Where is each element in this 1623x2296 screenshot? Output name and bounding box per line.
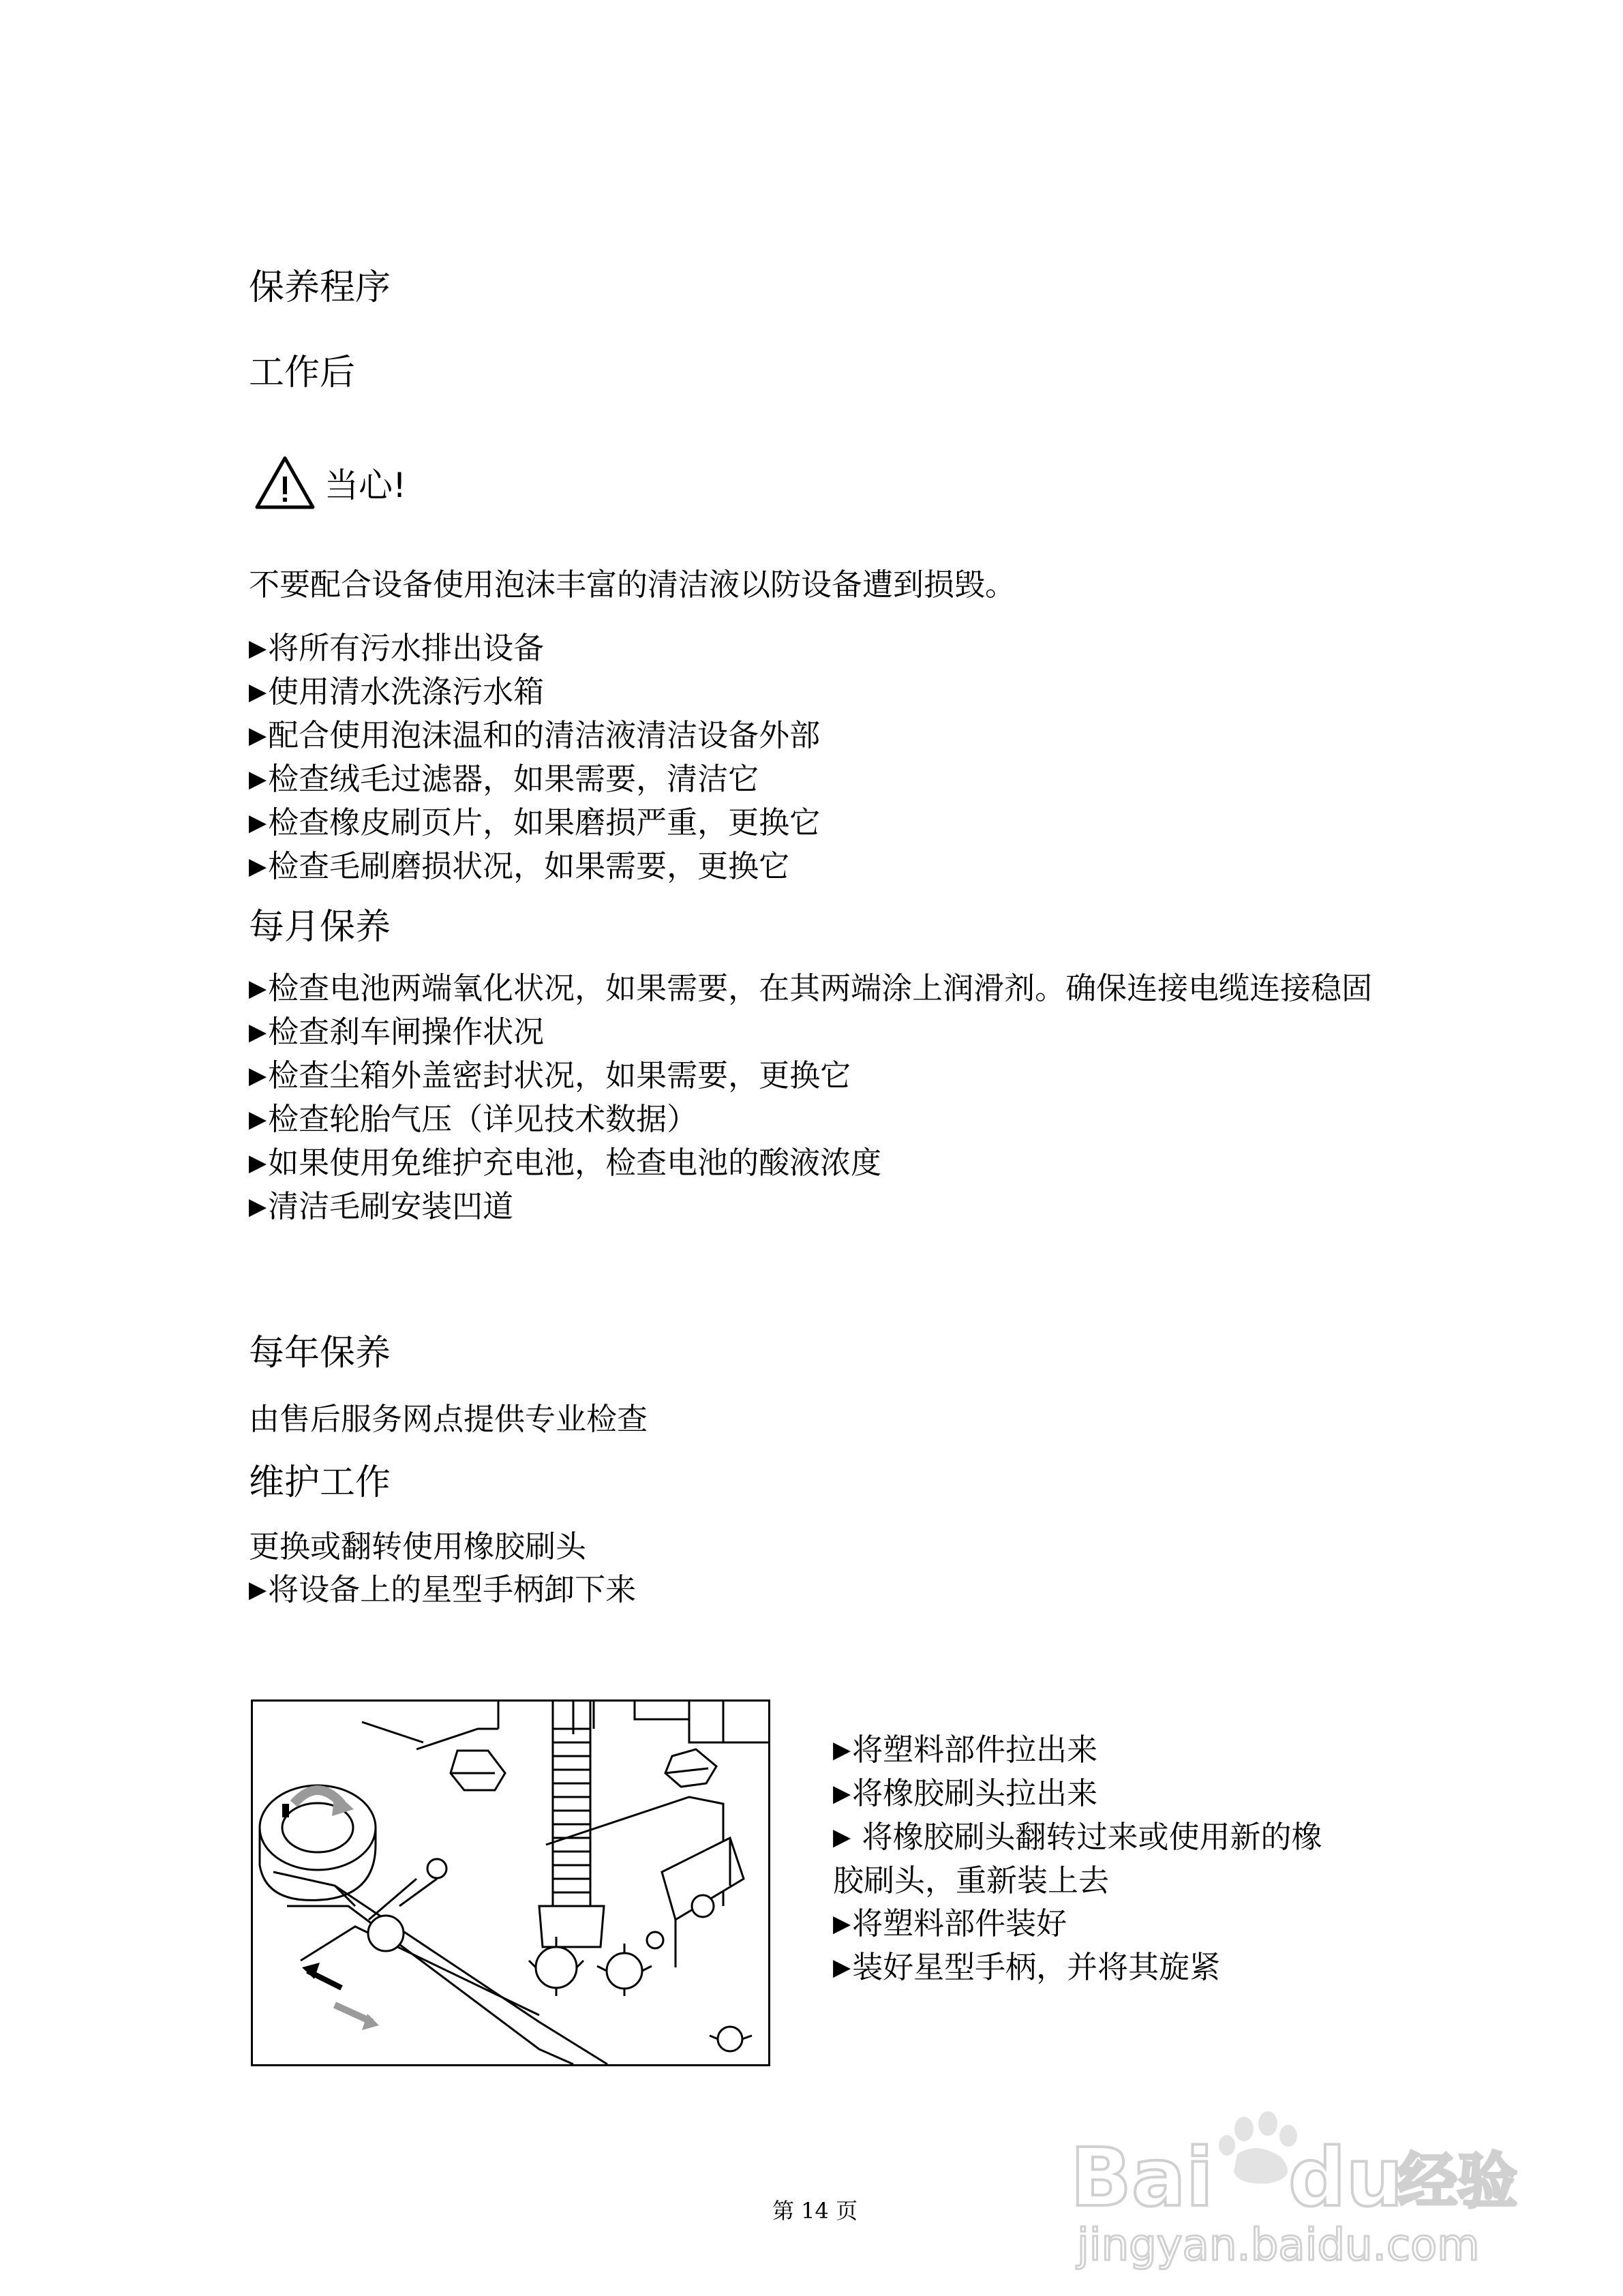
list-item: ▶将塑料部件拉出来 bbox=[833, 1732, 1098, 1768]
after-work-checklist bbox=[249, 626, 820, 888]
bullet-triangle-icon: ▶ bbox=[833, 1910, 851, 1937]
bullet-triangle-icon: ▶ bbox=[249, 766, 267, 793]
list-item: ▶将橡胶刷头拉出来 bbox=[833, 1775, 1098, 1811]
bullet-triangle-icon: ▶ bbox=[249, 635, 267, 662]
watermark-url: jingyan.baidu.com bbox=[1077, 2220, 1480, 2271]
squeegee-illustration-svg bbox=[253, 1702, 768, 2064]
list-item: ▶检查毛刷磨损状况，如果需要，更换它 bbox=[249, 848, 790, 884]
bullet-triangle-icon: ▶ bbox=[249, 809, 267, 836]
watermark-brand: Bai bbox=[1070, 2130, 1214, 2224]
section-heading-maintenance: 维护工作 bbox=[249, 1462, 391, 1503]
monthly-checklist bbox=[249, 967, 1408, 1228]
bullet-triangle-icon: ▶ bbox=[249, 722, 267, 749]
bullet-triangle-icon: ▶ bbox=[249, 678, 267, 706]
bullet-triangle-icon: ▶ bbox=[249, 1576, 267, 1603]
list-item: ▶清洁毛刷安装凹道 bbox=[249, 1188, 514, 1224]
bullet-triangle-icon: ▶ bbox=[249, 1149, 267, 1177]
bullet-triangle-icon: ▶ bbox=[833, 1736, 851, 1764]
list-item: ▶如果使用免维护充电池，检查电池的酸液浓度 bbox=[249, 1145, 882, 1181]
maintenance-first-item: ▶将设备上的星型手柄卸下来 bbox=[249, 1571, 637, 1607]
yearly-text: 由售后服务网点提供专业检查 bbox=[249, 1401, 648, 1437]
page-title: 保养程序 bbox=[249, 267, 391, 308]
baidu-paw-logo-icon bbox=[1063, 2103, 1534, 2274]
section-heading-after-work: 工作后 bbox=[249, 352, 356, 393]
caution-notice bbox=[254, 455, 406, 510]
page-number: 第 14 页 bbox=[772, 2198, 858, 2224]
list-item: ▶使用清水洗涤污水箱 bbox=[249, 674, 545, 710]
bullet-triangle-icon: ▶ bbox=[833, 1780, 851, 1807]
bullet-triangle-icon: ▶ bbox=[833, 1954, 851, 1981]
list-item: ▶装好星型手柄，并将其旋紧 bbox=[833, 1949, 1221, 1985]
section-heading-monthly: 每月保养 bbox=[249, 907, 391, 948]
list-item: ▶检查尘箱外盖密封状况，如果需要，更换它 bbox=[249, 1057, 851, 1093]
list-item: ▶配合使用泡沫温和的清洁液清洁设备外部 bbox=[249, 717, 821, 753]
list-item: ▶检查电池两端氧化状况，如果需要，在其两端涂上润滑剂。确保连接电缆连接稳固 bbox=[249, 970, 1373, 1006]
bullet-triangle-icon: ▶ bbox=[249, 975, 267, 1002]
list-item: ▶检查橡皮刷页片，如果磨损严重，更换它 bbox=[249, 804, 821, 841]
foam-warning-text: 不要配合设备使用泡沫丰富的清洁液以防设备遭到损毁。 bbox=[249, 567, 1016, 603]
maintenance-subheading: 更换或翻转使用橡胶刷头 bbox=[249, 1528, 587, 1565]
svg-text:du: du bbox=[1288, 2130, 1404, 2224]
list-item: ▶将塑料部件装好 bbox=[833, 1905, 1067, 1942]
bullet-triangle-icon: ▶ bbox=[833, 1824, 851, 1851]
section-heading-yearly: 每年保养 bbox=[249, 1333, 391, 1374]
caution-label: 当心! bbox=[324, 466, 407, 505]
squeegee-steps-list bbox=[833, 1728, 1324, 1989]
squeegee-assembly-illustration bbox=[251, 1700, 770, 2066]
bullet-triangle-icon: ▶ bbox=[249, 1018, 267, 1046]
list-item: ▶检查轮胎气压（详见技术数据） bbox=[249, 1101, 698, 1137]
list-item: ▶检查绒毛过滤器，如果需要，清洁它 bbox=[249, 761, 759, 797]
list-item: ▶将所有污水排出设备 bbox=[249, 630, 545, 666]
list-item: ▶检查刹车闸操作状况 bbox=[249, 1014, 545, 1050]
svg-text:经验: 经验 bbox=[1397, 2146, 1518, 2216]
bullet-triangle-icon: ▶ bbox=[249, 1193, 267, 1220]
bullet-triangle-icon: ▶ bbox=[249, 853, 267, 880]
list-item: ▶ 将橡胶刷头翻转过来或使用新的橡胶刷头，重新装上去 bbox=[833, 1819, 1322, 1899]
baidu-watermark bbox=[1063, 2103, 1534, 2274]
bullet-triangle-icon: ▶ bbox=[249, 1062, 267, 1089]
bullet-triangle-icon: ▶ bbox=[249, 1106, 267, 1133]
warning-triangle-icon bbox=[254, 455, 316, 511]
